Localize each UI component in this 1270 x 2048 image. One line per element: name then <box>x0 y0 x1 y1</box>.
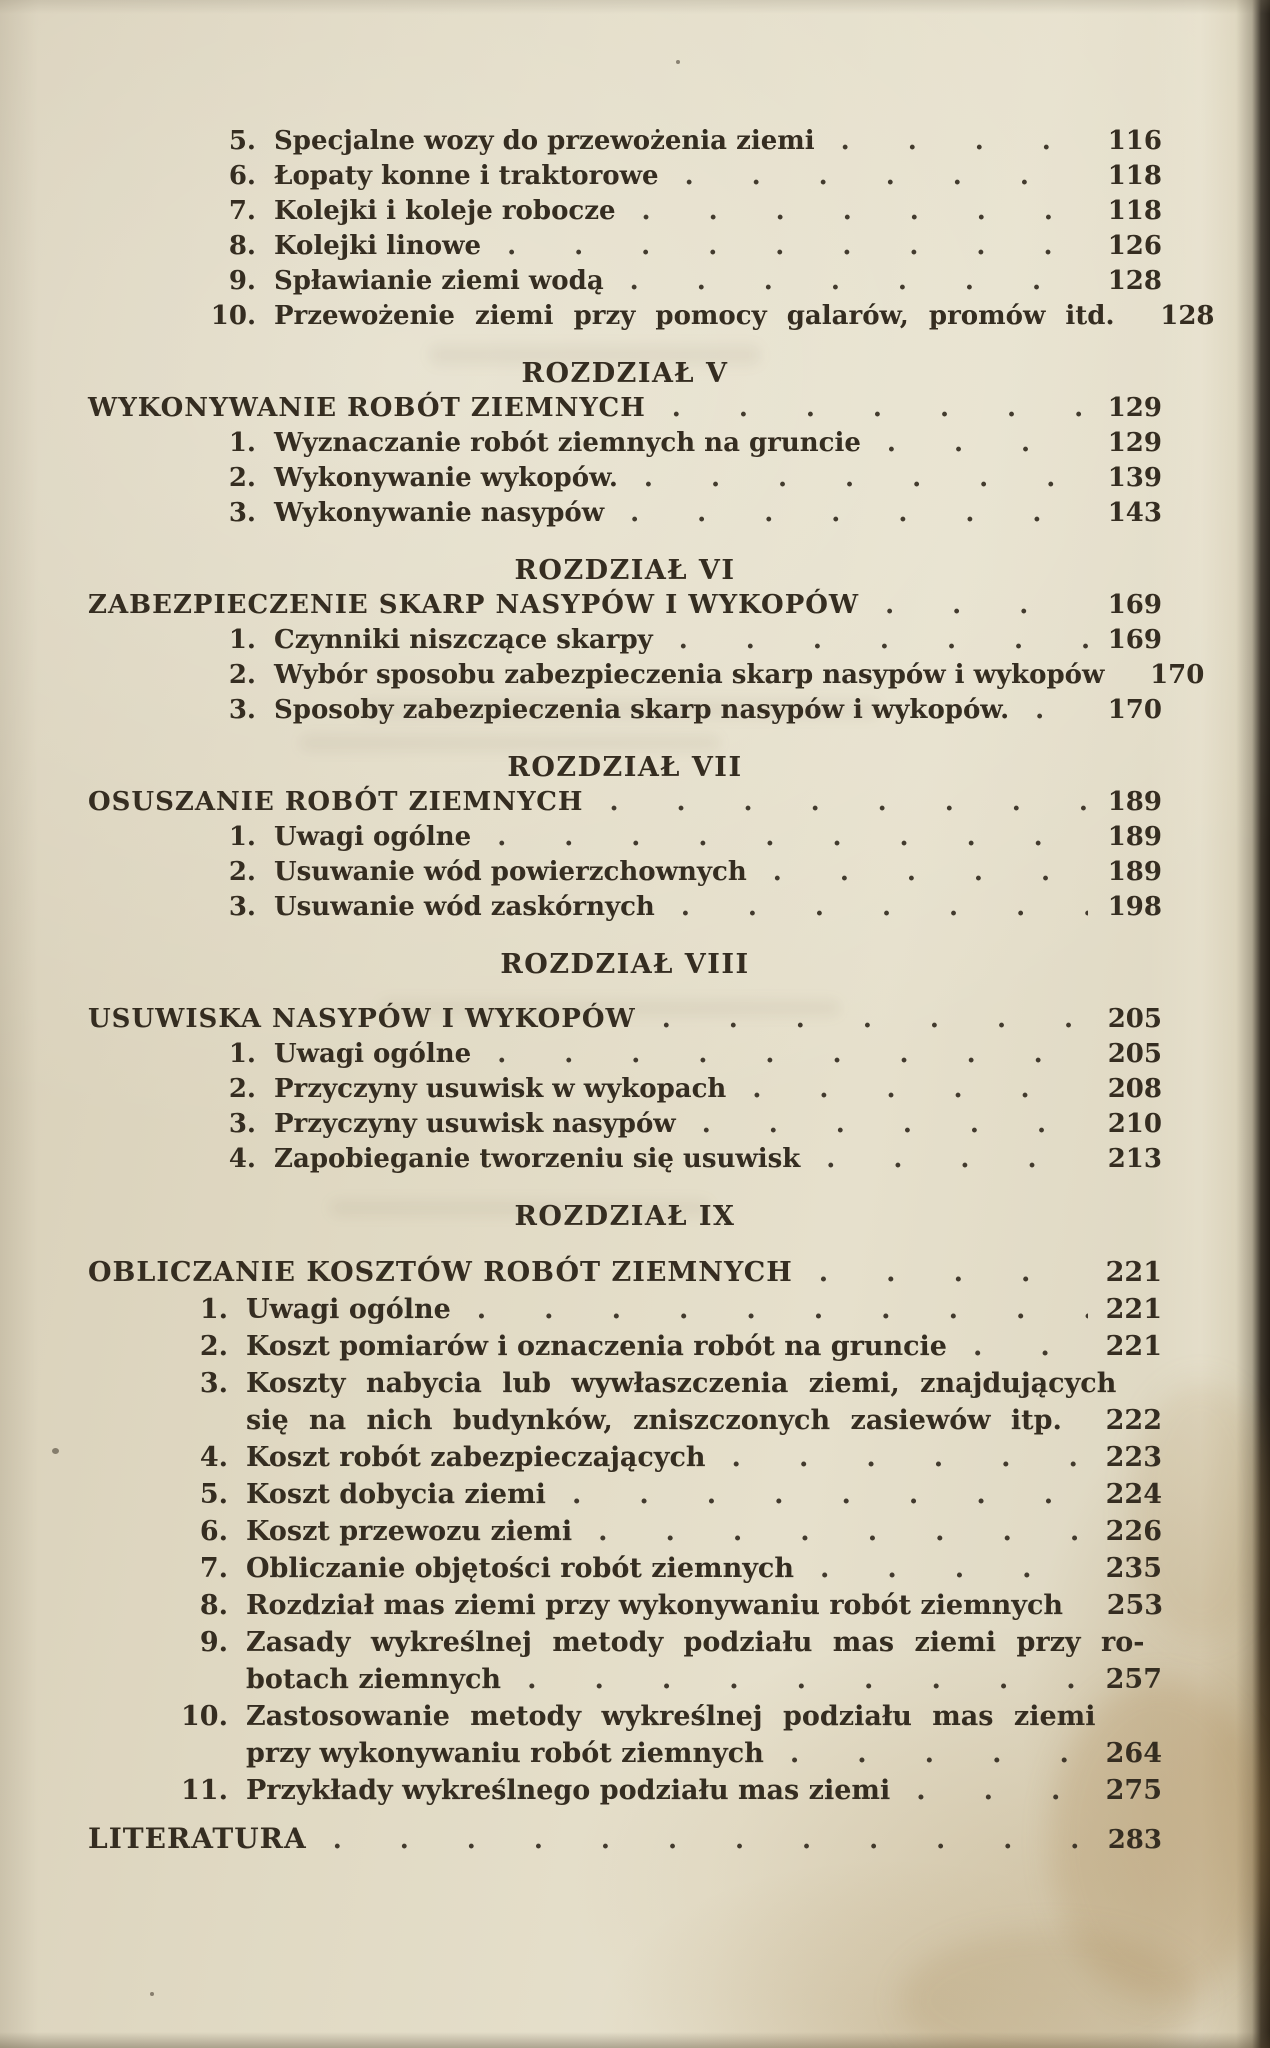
dot-leader <box>1062 1402 1088 1439</box>
entry-page: 205 <box>1107 1004 1162 1034</box>
dot-leader <box>1104 658 1130 693</box>
ink-speck <box>52 1448 59 1454</box>
chapter-block <box>88 553 1205 728</box>
entry-page: 213 <box>1107 1144 1162 1174</box>
entry-number: 1. <box>228 625 256 655</box>
entry-page: 221 <box>1105 1331 1162 1362</box>
entry-number: 3. <box>199 1368 228 1399</box>
toc-entry <box>88 391 1162 426</box>
entry-number: 2. <box>228 463 256 493</box>
entry-title: Przyczyny usuwisk nasypów <box>274 1109 676 1139</box>
entry-title: Przewożenie ziemi przy pomocy galarów, promów itd. <box>274 301 1115 331</box>
toc-entry <box>88 785 1162 820</box>
entry-page: 170 <box>1150 660 1205 690</box>
entry-number: 3. <box>228 892 256 922</box>
entry-page: 198 <box>1107 892 1162 922</box>
entry-title: Usuwanie wód powierzchownych <box>274 857 747 887</box>
ink-speck <box>676 60 680 64</box>
entry-title-continued: przy wykonywaniu robót ziemnych <box>246 1738 764 1769</box>
entry-page: 139 <box>1107 463 1162 493</box>
dot-leader <box>659 159 1088 194</box>
dot-leader <box>747 855 1088 890</box>
entry-page: 129 <box>1107 393 1162 423</box>
entry-page: 118 <box>1107 161 1162 191</box>
entry-title: Obliczanie objętości robót ziemnych <box>246 1553 794 1584</box>
entry-number: 6. <box>228 161 256 191</box>
section-title: OBLICZANIE KOSZTÓW ROBÓT ZIEMNYCH <box>88 1257 793 1288</box>
dot-leader <box>604 264 1088 299</box>
entry-number: 3. <box>228 695 256 725</box>
toc-entry <box>88 1587 1162 1624</box>
chapter-block <box>88 1199 1162 1809</box>
chapter-heading: ROZDZIAŁ VII <box>507 752 743 783</box>
toc-entry <box>88 1037 1162 1072</box>
entry-number: 2. <box>199 1331 228 1362</box>
entry-title: Zastosowanie metody wykreślnej podziału mas ziemi <box>246 1701 1096 1732</box>
entry-title: Kolejki linowe <box>274 231 482 261</box>
entry-page: 189 <box>1107 787 1162 817</box>
toc-entry <box>88 1439 1162 1476</box>
entry-title-lines <box>246 1698 1162 1772</box>
chapter-block <box>88 947 1162 1177</box>
toc-entry <box>88 1142 1162 1177</box>
entry-title: Spławianie ziemi wodą <box>274 266 604 296</box>
entry-number: 4. <box>228 1144 256 1174</box>
entry-title: Wyznaczanie robót ziemnych na gruncie <box>274 428 861 458</box>
dot-leader <box>947 1328 1088 1365</box>
toc-entry <box>88 1624 1162 1698</box>
entry-page: 221 <box>1105 1294 1162 1325</box>
entry-page: 118 <box>1107 196 1162 226</box>
entry-number: 9. <box>199 1627 228 1658</box>
entry-title: Zasady wykreślnej metody podziału mas ziemi przy ro- <box>246 1627 1145 1658</box>
entry-page: 226 <box>1105 1516 1162 1547</box>
entry-number: 3. <box>228 498 256 528</box>
entry-page: 257 <box>1105 1664 1162 1695</box>
dot-leader <box>471 820 1088 855</box>
dot-leader <box>815 124 1088 159</box>
entry-number: 11. <box>181 1775 228 1806</box>
entry-title: Specjalne wozy do przewożenia ziemi <box>274 126 815 156</box>
toc-entry <box>88 229 1162 264</box>
dot-leader <box>501 1661 1088 1698</box>
entry-page: 205 <box>1107 1039 1162 1069</box>
entry-title: Uwagi ogólne <box>274 1039 472 1069</box>
dot-leader <box>646 391 1088 426</box>
entry-page: 126 <box>1107 231 1162 261</box>
toc-entry <box>88 1821 1162 1858</box>
entry-page: 283 <box>1107 1825 1162 1855</box>
entry-page: 210 <box>1107 1109 1162 1139</box>
entry-title: Rozdział mas ziemi przy wykonywaniu robót ziemnych <box>246 1590 1064 1621</box>
entry-number: 6. <box>199 1516 228 1547</box>
toc-entry <box>88 1365 1162 1439</box>
entry-title: Wybór sposobu zabezpieczenia skarp nasypów i wykopów <box>274 660 1105 690</box>
entry-title-continued: botach ziemnych <box>246 1664 502 1695</box>
entry-number: 10. <box>210 301 256 331</box>
entry-number: 9. <box>228 266 256 296</box>
toc-entry <box>88 855 1162 890</box>
entry-title: Sposoby zabezpieczenia skarp nasypów i wykopów. <box>274 695 1010 725</box>
entry-title: Wykonywanie nasypów <box>274 498 605 528</box>
entry-page: 221 <box>1105 1257 1162 1288</box>
entry-number: 2. <box>228 660 256 690</box>
section-title: USUWISKA NASYPÓW I WYKOPÓW <box>88 1004 636 1034</box>
chapter-heading: ROZDZIAŁ IX <box>514 1201 736 1232</box>
dot-leader <box>481 229 1088 264</box>
entry-title: Zapobieganie tworzeniu się usuwisk <box>274 1144 801 1174</box>
entry-page: 264 <box>1105 1738 1162 1769</box>
entry-number: 7. <box>199 1553 228 1584</box>
dot-leader <box>793 1254 1088 1291</box>
entry-page: 169 <box>1107 590 1162 620</box>
entry-page: 189 <box>1107 822 1162 852</box>
entry-title: Czynniki niszczące skarpy <box>274 625 653 655</box>
toc-entry <box>88 1072 1162 1107</box>
entry-title: Łopaty konne i traktorowe <box>274 161 659 191</box>
entry-number: 2. <box>228 1074 256 1104</box>
entry-title: Przyczyny usuwisk w wykopach <box>274 1074 727 1104</box>
toc-entry <box>88 194 1162 229</box>
toc-entry <box>88 426 1162 461</box>
toc-entry <box>88 588 1162 623</box>
toc-entry <box>88 299 1215 334</box>
dot-leader <box>307 1823 1088 1858</box>
toc-entry <box>88 264 1162 299</box>
entry-page: 222 <box>1105 1405 1162 1436</box>
entry-number: 3. <box>228 1109 256 1139</box>
dot-leader <box>1115 299 1141 334</box>
entry-title: Wykonywanie wykopów. <box>274 463 618 493</box>
toc-entry <box>88 124 1162 159</box>
entry-page: 275 <box>1105 1775 1162 1806</box>
entry-page: 235 <box>1105 1553 1162 1584</box>
dot-leader <box>546 1476 1088 1513</box>
entry-page: 224 <box>1105 1479 1162 1510</box>
toc-entry <box>88 1476 1162 1513</box>
entry-title: Uwagi ogólne <box>274 822 472 852</box>
section-title: WYKONYWANIE ROBÓT ZIEMNYCH <box>88 393 646 423</box>
dot-leader <box>1063 1587 1089 1624</box>
entry-title: Kolejki i koleje robocze <box>274 196 616 226</box>
entry-page: 129 <box>1107 428 1162 458</box>
entry-number: 1. <box>228 428 256 458</box>
entry-title: Koszt przewozu ziemi <box>246 1516 573 1547</box>
entry-page: 169 <box>1107 625 1162 655</box>
toc-entry <box>88 1291 1162 1328</box>
dot-leader <box>616 194 1088 229</box>
dot-leader <box>604 496 1088 531</box>
dot-leader <box>451 1291 1088 1328</box>
entry-number: 5. <box>199 1479 228 1510</box>
entry-page: 223 <box>1105 1442 1162 1473</box>
toc-entry <box>88 890 1162 925</box>
entry-title: Koszt robót zabezpieczających <box>246 1442 706 1473</box>
toc-entry <box>88 623 1162 658</box>
entry-title: Koszt dobycia ziemi <box>246 1479 546 1510</box>
dot-leader <box>764 1735 1088 1772</box>
entry-number: 5. <box>228 126 256 156</box>
section-title: OSUSZANIE ROBÓT ZIEMNYCH <box>88 787 584 817</box>
entry-title: Koszty nabycia lub wywłaszczenia ziemi, znajdujących <box>246 1368 1117 1399</box>
toc-entry <box>88 1254 1162 1291</box>
toc-entry <box>88 1107 1162 1142</box>
toc-entry <box>88 1513 1162 1550</box>
entry-title: Przykłady wykreślnego podziału mas ziemi <box>246 1775 891 1806</box>
entry-number: 7. <box>228 196 256 226</box>
dot-leader <box>471 1037 1088 1072</box>
entry-page: 208 <box>1107 1074 1162 1104</box>
entry-title-lines <box>246 1365 1162 1439</box>
dot-leader <box>706 1439 1088 1476</box>
dot-leader <box>676 1107 1088 1142</box>
dot-leader <box>653 623 1088 658</box>
toc-entry <box>88 1698 1162 1772</box>
toc-entry <box>88 1550 1162 1587</box>
chapter-heading: ROZDZIAŁ VI <box>514 555 736 586</box>
dot-leader <box>618 461 1088 496</box>
dot-leader <box>890 1772 1088 1809</box>
toc-entry <box>88 820 1162 855</box>
entry-number: 4. <box>199 1442 228 1473</box>
entry-page: 116 <box>1107 126 1162 156</box>
dot-leader <box>794 1550 1088 1587</box>
toc-entry <box>88 1002 1162 1037</box>
entry-number: 1. <box>228 1039 256 1069</box>
toc-entry <box>88 461 1162 496</box>
ink-speck <box>150 1992 154 1996</box>
chapter-block <box>88 356 1162 531</box>
toc-entry <box>88 1772 1162 1809</box>
toc-entry <box>88 693 1162 728</box>
literatura-label: LITERATURA <box>88 1822 307 1855</box>
chapter-heading: ROZDZIAŁ VIII <box>500 949 750 980</box>
toc-entry <box>88 496 1162 531</box>
entry-page: 189 <box>1107 857 1162 887</box>
entry-number: 8. <box>199 1590 228 1621</box>
entry-number: 1. <box>228 822 256 852</box>
table-of-contents <box>88 124 1215 1858</box>
entry-page: 170 <box>1107 695 1162 725</box>
entry-page: 253 <box>1106 1590 1164 1621</box>
entry-page: 128 <box>1160 301 1215 331</box>
entry-title-continued: się na nich budynków, zniszczonych zasiewów itp. <box>246 1405 1062 1436</box>
dot-leader <box>859 588 1088 623</box>
toc-entry <box>88 1328 1162 1365</box>
section-title: ZABEZPIECZENIE SKARP NASYPÓW I WYKOPÓW <box>88 590 860 620</box>
dot-leader <box>572 1513 1088 1550</box>
entry-page: 128 <box>1107 266 1162 296</box>
chapter-heading: ROZDZIAŁ V <box>521 358 729 389</box>
dot-leader <box>583 785 1088 820</box>
entry-number: 2. <box>228 857 256 887</box>
dot-leader <box>1009 693 1088 728</box>
dot-leader <box>636 1002 1088 1037</box>
toc-entry <box>88 658 1205 693</box>
entry-number: 10. <box>181 1701 228 1732</box>
entry-title: Usuwanie wód zaskórnych <box>274 892 655 922</box>
entry-title: Koszt pomiarów i oznaczenia robót na gruncie <box>246 1331 947 1362</box>
dot-leader <box>726 1072 1088 1107</box>
entry-title: Uwagi ogólne <box>246 1294 451 1325</box>
chapter-block <box>88 750 1162 925</box>
entry-page: 143 <box>1107 498 1162 528</box>
dot-leader <box>861 426 1088 461</box>
entry-number: 1. <box>199 1294 228 1325</box>
toc-entry <box>88 159 1162 194</box>
entry-number: 8. <box>228 231 256 261</box>
entry-title-lines <box>246 1624 1162 1698</box>
dot-leader <box>800 1142 1088 1177</box>
dot-leader <box>655 890 1088 925</box>
